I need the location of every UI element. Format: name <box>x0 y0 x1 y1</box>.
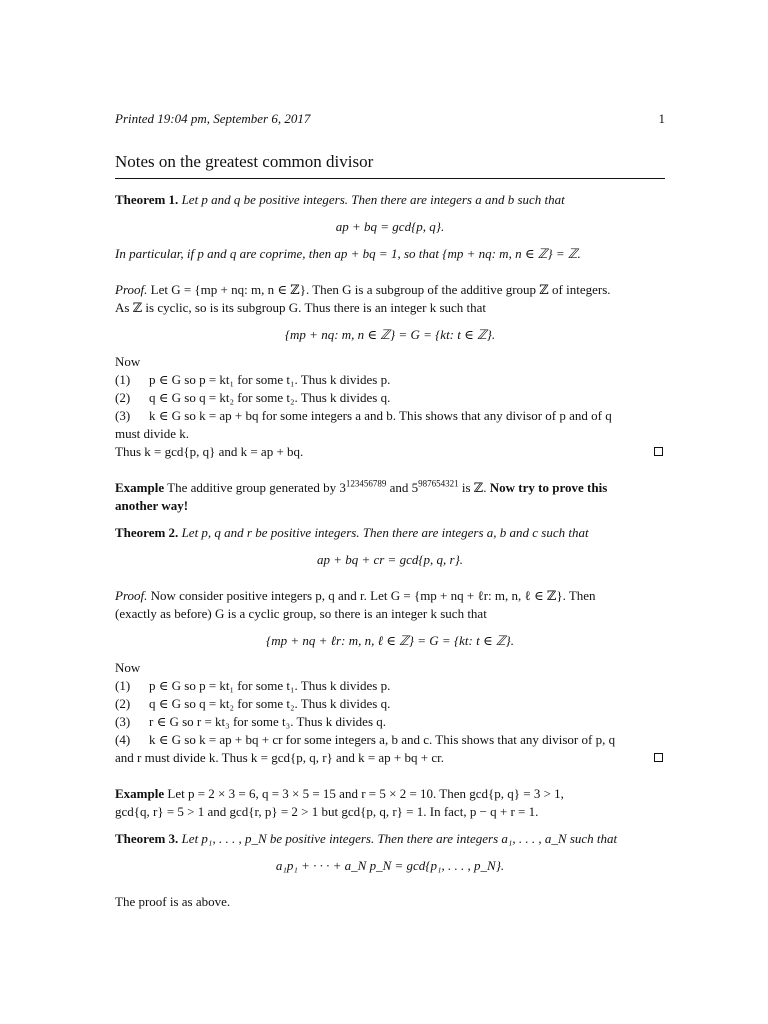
print-timestamp: Printed 19:04 pm, September 6, 2017 <box>115 111 311 126</box>
example-1-exponent-b: 987654321 <box>418 478 459 489</box>
proof-2-item <box>115 731 665 749</box>
title-rule <box>115 178 665 179</box>
proof-2-item <box>115 695 665 713</box>
theorem-2 <box>115 524 665 542</box>
proof-1-item-number: (3) <box>115 408 131 423</box>
proof-2-item-text: r ∈ G so r = kt₃ for some t₃. Thus k divides q. <box>149 714 387 729</box>
proof-2-continuation: and r must divide k. Thus k = gcd{p, q, r} and k = ap + bq + cr. <box>115 750 444 765</box>
qed-box-icon <box>654 447 663 456</box>
theorem-1-equation: ap + bq = gcd{p, q}. <box>335 219 445 234</box>
proof-1-item <box>115 407 665 425</box>
theorem-3 <box>115 830 665 848</box>
proof-1-line1 <box>115 281 665 299</box>
proof-2-line1 <box>115 587 665 605</box>
proof-1-label: Proof. <box>115 282 148 297</box>
proof-1-item-text: k ∈ G so k = ap + bq for some integers a and b. This shows that any divisor of p and of q <box>149 408 612 423</box>
proof-1-conclusion <box>115 443 665 461</box>
example-2-line1 <box>115 785 665 803</box>
proof-1-line2: As ℤ is cyclic, so is its subgroup G. Thus there is an integer k such that <box>115 300 487 315</box>
example-1-challenge-1: Now try to prove this <box>489 480 608 495</box>
proof-1-item <box>115 389 665 407</box>
theorem-1-label: Theorem 1. <box>115 192 179 207</box>
running-header <box>115 110 665 130</box>
proof-2-item <box>115 677 665 695</box>
example-2-text-1: Let p = 2 × 3 = 6, q = 3 × 5 = 15 and r = 5 × 2 = 10. Then gcd{p, q} = 3 > 1, <box>167 786 564 801</box>
example-1-exponent-a: 123456789 <box>345 478 387 489</box>
qed-box-icon <box>654 753 663 762</box>
theorem-1-statement: Let p and q be positive integers. Then there are integers a and b such that <box>181 192 565 207</box>
proof-1-continuation: must divide k. <box>115 426 190 441</box>
proof-2-item-text: q ∈ G so q = kt₂ for some t₂. Thus k divides q. <box>149 696 391 711</box>
page-number: 1 <box>658 111 665 126</box>
theorem-2-statement: Let p, q and r be positive integers. Then there are integers a, b and c such that <box>181 525 589 540</box>
example-1-challenge-2: another way! <box>115 498 189 513</box>
proof-2-text-1: Now consider positive integers p, q and r. Let G = {mp + nq + ℓr: m, n, ℓ ∈ ℤ}. Then <box>150 588 596 603</box>
example-1-text-a: The additive group generated by 3 <box>167 480 346 495</box>
proof-1-item-text: p ∈ G so p = kt₁ for some t₁. Thus k divides p. <box>149 372 391 387</box>
example-1 <box>115 479 665 497</box>
proof-2-equation: {mp + nq + ℓr: m, n, ℓ ∈ ℤ} = G = {kt: t ∈ ℤ}. <box>266 633 514 648</box>
proof-2-line2: (exactly as before) G is a cyclic group, so there is an integer k such that <box>115 606 487 621</box>
theorem-2-label: Theorem 2. <box>115 525 179 540</box>
example-1-text-b: and 5 <box>386 480 419 495</box>
theorem-3-equation: a₁p₁ + · · · + a_N p_N = gcd{p₁, . . . , p_N}. <box>275 858 505 873</box>
proof-2-item-number: (2) <box>115 696 131 711</box>
proof-2-item-text: k ∈ G so k = ap + bq + cr for some integers a, b and c. This shows that any divisor of p, q <box>149 732 616 747</box>
document-body <box>115 191 665 911</box>
proof-1-text-1: Let G = {mp + nq: m, n ∈ ℤ}. Then G is a subgroup of the additive group ℤ of integers. <box>150 282 611 297</box>
proof-1-item-number: (1) <box>115 372 131 387</box>
proof-2-item-number: (3) <box>115 714 131 729</box>
example-1-label: Example <box>115 480 165 495</box>
example-1-text-c: is ℤ. <box>458 480 490 495</box>
theorem-1-followup: In particular, if p and q are coprime, then ap + bq = 1, so that {mp + nq: m, n ∈ ℤ} = ℤ. <box>115 246 581 261</box>
proof-1-item-text: q ∈ G so q = kt₂ for some t₂. Thus k divides q. <box>149 390 391 405</box>
theorem-3-label: Theorem 3. <box>115 831 179 846</box>
proof-1-conclusion-text: Thus k = gcd{p, q} and k = ap + bq. <box>115 444 304 459</box>
proof-2-item-number: (4) <box>115 732 131 747</box>
proof-1-item <box>115 371 665 389</box>
page-title: Notes on the greatest common divisor <box>115 152 374 171</box>
theorem-1 <box>115 191 665 209</box>
proof-2-conclusion <box>115 749 665 767</box>
proof-1-equation: {mp + nq: m, n ∈ ℤ} = G = {kt: t ∈ ℤ}. <box>284 327 496 342</box>
proof-2-item <box>115 713 665 731</box>
theorem-2-equation: ap + bq + cr = gcd{p, q, r}. <box>316 552 464 567</box>
example-2-label: Example <box>115 786 165 801</box>
proof-2-now: Now <box>115 660 141 675</box>
example-2-line2: gcd{q, r} = 5 > 1 and gcd{r, p} = 2 > 1 but gcd{p, q, r} = 1. In fact, p − q + r = 1. <box>115 804 539 819</box>
proof-2-label: Proof. <box>115 588 148 603</box>
proof-1-item-number: (2) <box>115 390 131 405</box>
proof-2-item-text: p ∈ G so p = kt₁ for some t₁. Thus k divides p. <box>149 678 391 693</box>
closing-remark: The proof is as above. <box>115 894 231 909</box>
theorem-3-statement: Let p₁, . . . , p_N be positive integers. Then there are integers a₁, . . . , a_N such that <box>181 831 618 846</box>
proof-2-item-number: (1) <box>115 678 131 693</box>
proof-1-now: Now <box>115 354 141 369</box>
